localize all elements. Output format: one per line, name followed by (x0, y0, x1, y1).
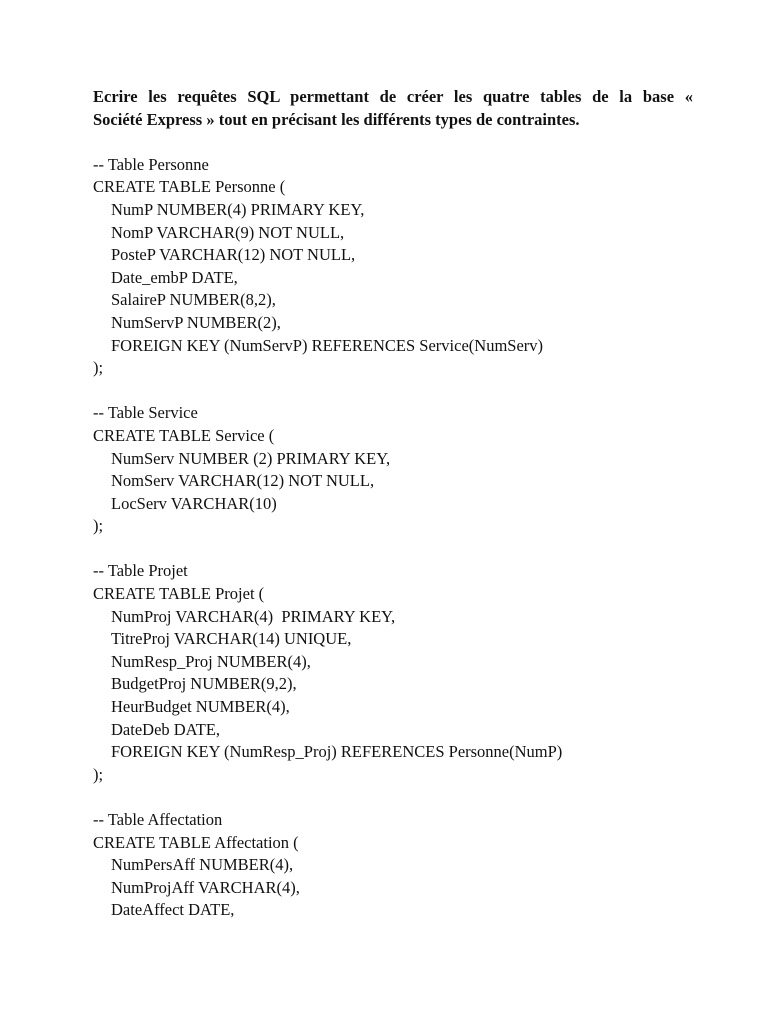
column-definition: HeurBudget NUMBER(4), (111, 697, 290, 717)
column-definition: BudgetProj NUMBER(9,2), (111, 674, 297, 694)
document-body (93, 86, 693, 922)
column-definition: NumPersAff NUMBER(4), (111, 855, 294, 875)
column-definition: NumResp_Proj NUMBER(4), (111, 651, 311, 671)
create-table-statement: CREATE TABLE Service ( (93, 425, 275, 445)
spacer (93, 380, 693, 403)
column-definition: NumServ NUMBER (2) PRIMARY KEY, (111, 448, 391, 468)
sql-block-service (93, 402, 693, 538)
sql-comment: -- Table Personne (93, 154, 209, 174)
column-definition: DateAffect DATE, (111, 900, 235, 920)
column-definition: NumProjAff VARCHAR(4), (111, 877, 300, 897)
sql-block-projet (93, 560, 693, 786)
instruction-line-1: Ecrire les requêtes SQL permettant de créer les quatre tables de la base « (93, 87, 693, 106)
foreign-key-constraint: FOREIGN KEY (NumResp_Proj) REFERENCES Personne(NumP) (111, 742, 563, 762)
sql-comment: -- Table Projet (93, 561, 188, 581)
create-table-statement: CREATE TABLE Projet ( (93, 584, 265, 604)
closing-paren: ); (93, 764, 104, 784)
create-table-statement: CREATE TABLE Personne ( (93, 177, 286, 197)
column-definition: Date_embP DATE, (111, 267, 238, 287)
sql-block-affectation (93, 809, 693, 922)
column-definition: PosteP VARCHAR(12) NOT NULL, (111, 245, 356, 265)
column-definition: NomP VARCHAR(9) NOT NULL, (111, 222, 345, 242)
instruction-line-2: Société Express » tout en précisant les différents types de contraintes. (93, 109, 580, 129)
closing-paren: ); (93, 358, 104, 378)
create-table-statement: CREATE TABLE Affectation ( (93, 832, 299, 852)
column-definition: DateDeb DATE, (111, 719, 221, 739)
column-definition: NomServ VARCHAR(12) NOT NULL, (111, 471, 375, 491)
column-definition: NumServP NUMBER(2), (111, 312, 281, 332)
spacer (93, 131, 693, 154)
closing-paren: ); (93, 516, 104, 536)
column-definition: TitreProj VARCHAR(14) UNIQUE, (111, 629, 352, 649)
column-definition: NumP NUMBER(4) PRIMARY KEY, (111, 199, 365, 219)
sql-comment: -- Table Service (93, 403, 198, 423)
column-definition: SalaireP NUMBER(8,2), (111, 290, 276, 310)
spacer (93, 538, 693, 561)
foreign-key-constraint: FOREIGN KEY (NumServP) REFERENCES Service(NumServ) (111, 335, 544, 355)
spacer (93, 786, 693, 809)
column-definition: NumProj VARCHAR(4) PRIMARY KEY, (111, 606, 396, 626)
sql-comment: -- Table Affectation (93, 810, 223, 829)
sql-block-personne (93, 154, 693, 380)
column-definition: LocServ VARCHAR(10) (111, 493, 277, 513)
